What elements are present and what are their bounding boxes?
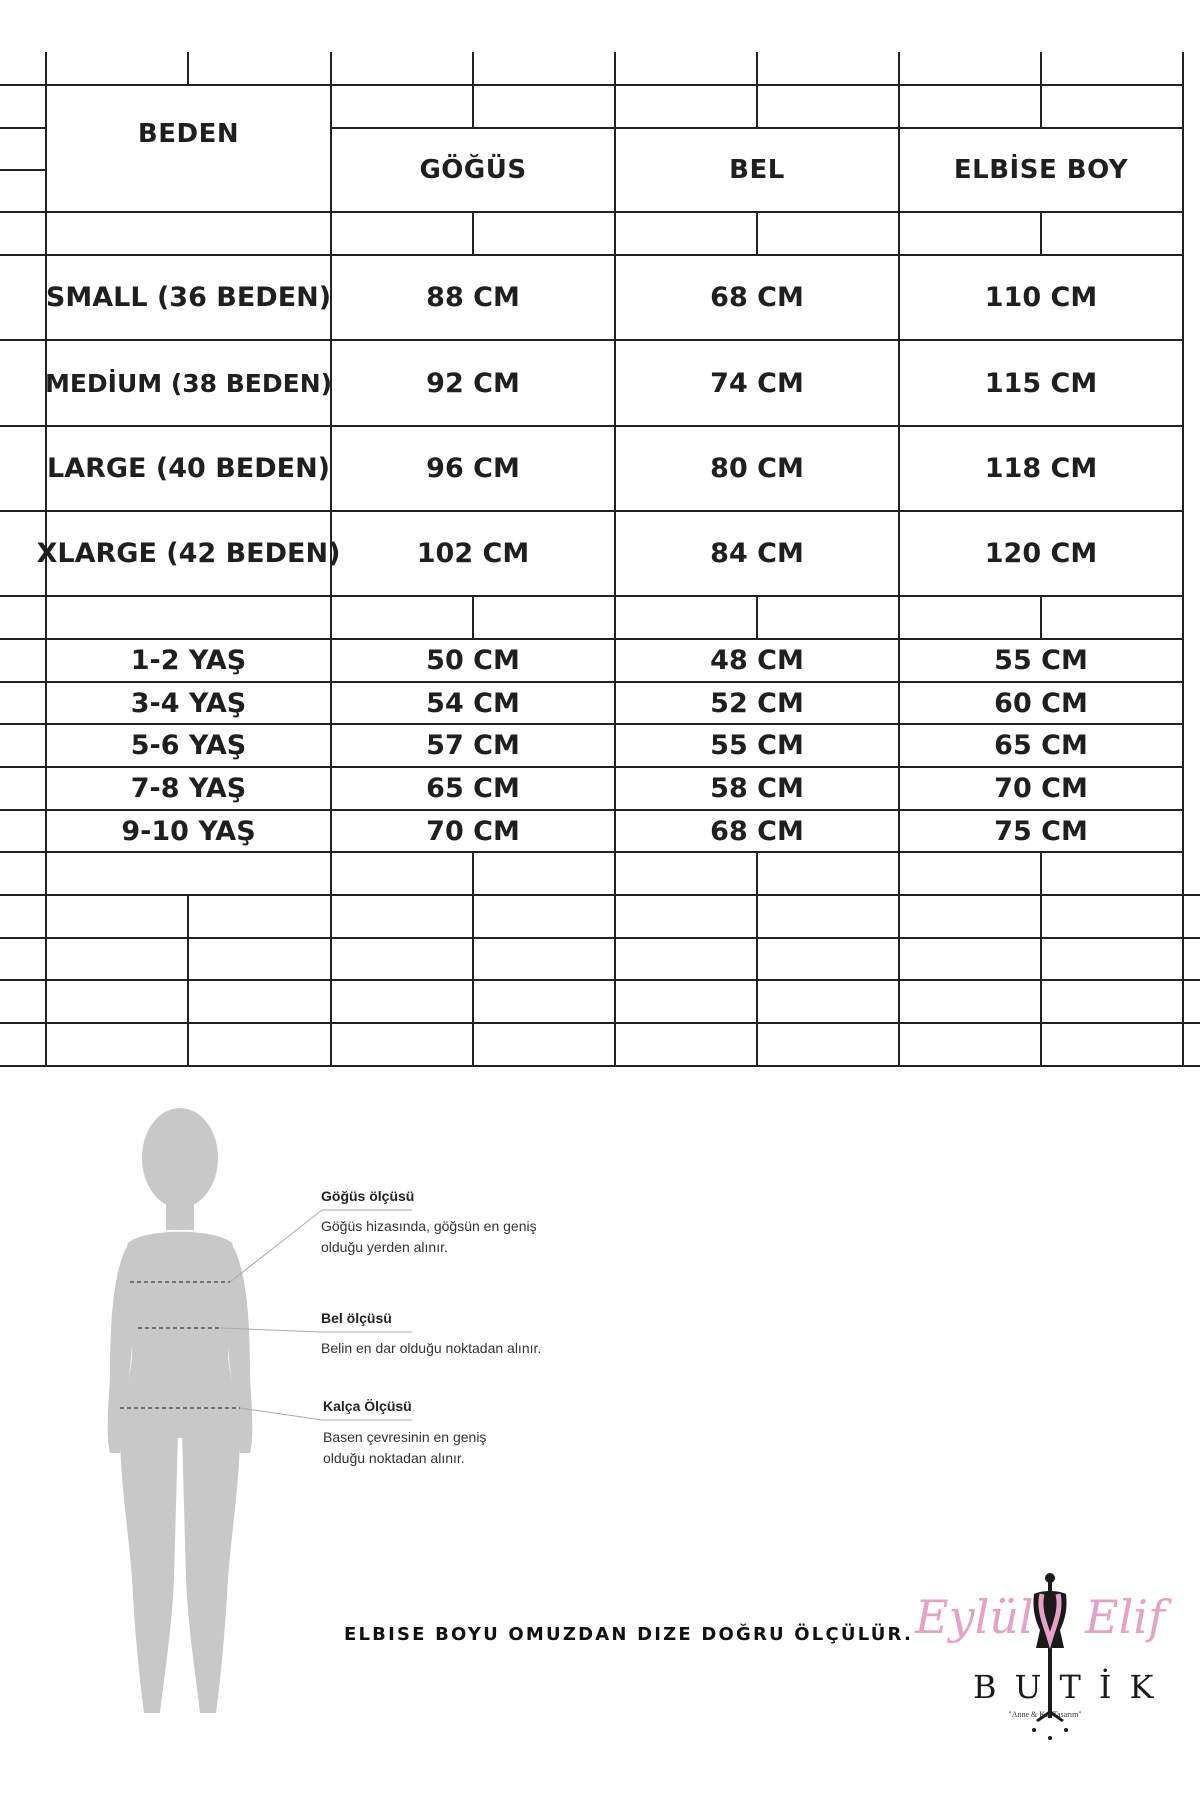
length-cell: 70 CM: [994, 773, 1088, 804]
chest-cell: 92 CM: [426, 367, 520, 399]
logo-brand-text: BUTİK: [973, 1668, 1172, 1706]
length-cell: 120 CM: [984, 538, 1098, 569]
waist-cell: 55 CM: [710, 730, 804, 761]
length-cell: 65 CM: [994, 730, 1088, 761]
size-cell: SMALL (36 BEDEN): [45, 282, 332, 313]
chest-cell: 65 CM: [426, 773, 520, 804]
waist-cell: 58 CM: [710, 773, 804, 804]
waist-cell: 84 CM: [710, 538, 804, 569]
chest-cell: 102 CM: [416, 538, 530, 569]
hip-measure-desc-line2: olduğu noktadan alınır.: [323, 1450, 465, 1466]
chest-cell: 88 CM: [426, 282, 520, 313]
header-size: BEDEN: [137, 118, 240, 149]
length-cell: 115 CM: [984, 367, 1098, 399]
chest-measure-desc-line1: Göğüs hizasında, göğsün en geniş: [321, 1218, 537, 1234]
size-cell: 1-2 YAŞ: [130, 645, 247, 676]
chest-cell: 50 CM: [426, 645, 520, 676]
waist-cell: 68 CM: [710, 282, 804, 313]
header-waist: BEL: [729, 155, 785, 185]
size-cell: XLARGE (42 BEDEN): [36, 538, 341, 569]
logo-tagline: "Anne & Kız Tasarım": [1008, 1710, 1082, 1719]
dress-length-note: ELBISE BOYU OMUZDAN DIZE DOĞRU ÖLÇÜLÜR.: [344, 1624, 913, 1645]
chest-cell: 57 CM: [426, 730, 520, 761]
chest-measure-title: Göğüs ölçüsü: [321, 1188, 415, 1204]
header-chest: GÖĞÜS: [419, 155, 527, 185]
chest-cell: 96 CM: [426, 453, 520, 484]
size-cell: LARGE (40 BEDEN): [46, 453, 331, 484]
size-cell: MEDİUM (38 BEDEN): [44, 368, 333, 398]
length-cell: 55 CM: [994, 645, 1088, 676]
waist-cell: 68 CM: [710, 815, 804, 847]
header-length: ELBİSE BOY: [953, 155, 1129, 185]
logo-script-right: Elif: [1085, 1590, 1166, 1644]
waist-cell: 80 CM: [710, 453, 804, 484]
length-cell: 110 CM: [984, 282, 1098, 313]
waist-measure-title: Bel ölçüsü: [321, 1310, 392, 1326]
waist-cell: 48 CM: [710, 645, 804, 676]
hip-measure-desc-line1: Basen çevresinin en geniş: [323, 1429, 487, 1445]
size-cell: 3-4 YAŞ: [130, 687, 247, 719]
waist-cell: 52 CM: [710, 687, 804, 719]
length-cell: 60 CM: [994, 687, 1088, 719]
waist-measure-desc-line1: Belin en dar olduğu noktadan alınır.: [321, 1340, 542, 1356]
chest-measure-desc-line2: olduğu yerden alınır.: [321, 1239, 448, 1255]
size-cell: 9-10 YAŞ: [121, 815, 256, 847]
hip-measure-title: Kalça Ölçüsü: [323, 1398, 412, 1414]
length-cell: 75 CM: [994, 815, 1088, 847]
size-cell: 7-8 YAŞ: [130, 773, 247, 804]
body-silhouette: [90, 1108, 290, 1718]
length-cell: 118 CM: [984, 453, 1098, 484]
waist-cell: 74 CM: [710, 367, 804, 399]
chest-cell: 70 CM: [426, 815, 520, 847]
chest-cell: 54 CM: [426, 687, 520, 719]
logo-script-left: Eylül: [915, 1590, 1034, 1644]
brand-logo: [915, 1570, 1185, 1760]
size-cell: 5-6 YAŞ: [130, 730, 247, 761]
